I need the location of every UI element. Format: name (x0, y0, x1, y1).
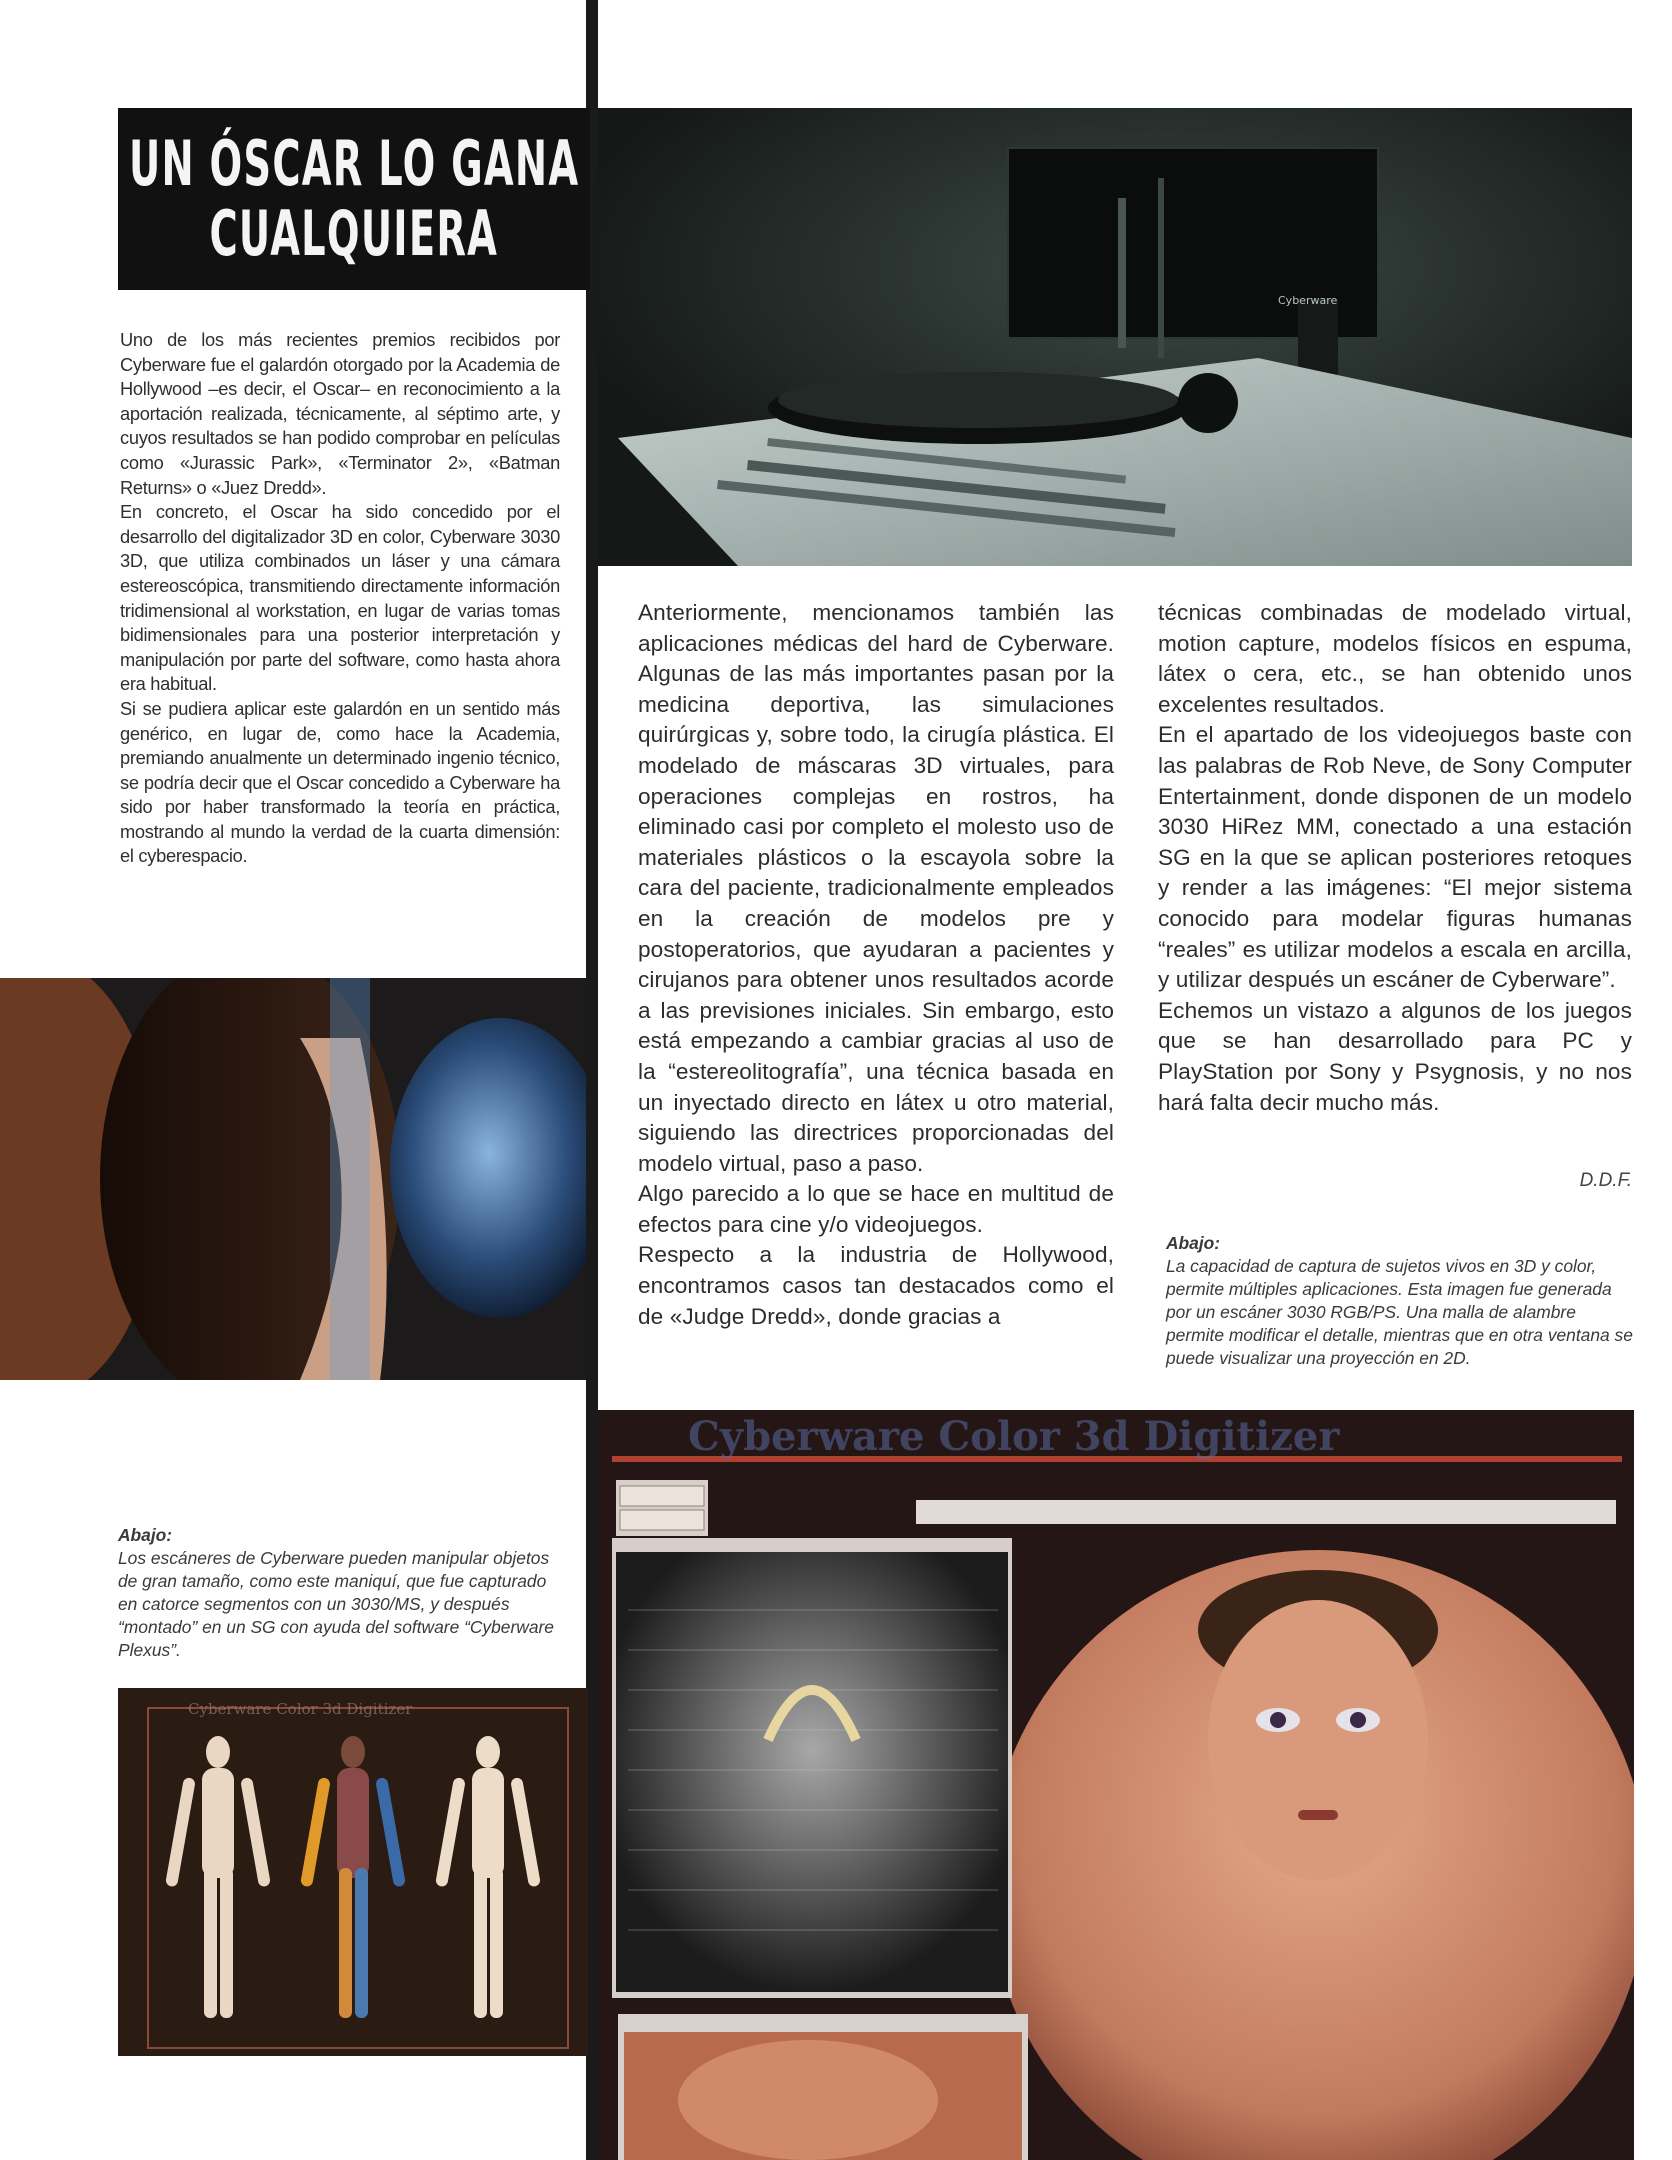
column-paragraph: Algo parecido a lo que se hace en multitud de efectos para cine y/o videojuegos. (638, 1181, 1114, 1237)
column-paragraph: técnicas combinadas de modelado virtual, motion capture, modelos físicos en espuma, látex o cera, etc., se han obtenido unos excelentes resultados. (1158, 600, 1632, 717)
intro-text (120, 328, 560, 869)
scanner-illustration (598, 108, 1632, 566)
caption-text: Los escáneres de Cyberware pueden manipular objetos de gran tamaño, como este maniquí, que fue capturado en catorce segmentos con un 3030/MS, y después “montado” en un SG con ayuda del software “Cyberware Plexus”. (118, 1548, 554, 1660)
digitizer-window-title: Cyberware Color 3d Digitizer (688, 1413, 1340, 1460)
scanner-photo (598, 108, 1632, 566)
faces-illustration (0, 978, 586, 1380)
column-paragraph: En el apartado de los videojuegos baste con las palabras de Rob Neve, de Sony Computer Entertainment, donde disponen de un modelo 3030 HiRez MM, conectado a una estación SG en la que se aplican posteriores retoques y render a las imágenes: “El mejor sistema conocido para modelar figuras humanas “reales” es utilizar modelos a escala en arcilla, y utilizar después un escáner de Cyberware”. (1158, 722, 1632, 993)
column-paragraph: Echemos un vistazo a algunos de los juegos que se han desarrollado para PC y PlayStation por Sony y Psygnosis, y no nos hará falta decir mucho más. (1158, 997, 1632, 1115)
intro-paragraph: En concreto, el Oscar ha sido concedido por el desarrollo del digitalizador 3D en color, Cyberware 3030 3D, que utiliza combinados un láser y una cámara estereoscópica, transmitiendo directamente información tridimensional al workstation, en lugar de varias tomas bidimensionales para una posterior interpretación y manipulación por parte del software, como hasta ahora era habitual. (120, 501, 560, 695)
scanner-brand-label: Cyberware (1278, 294, 1338, 307)
digitizer-illustration (598, 1410, 1634, 2160)
intro-paragraph: Uno de los más recientes premios recibidos por Cyberware fue el galardón otorgado por la Academia de Hollywood –es decir, el Oscar– en reconocimiento a la aportación realizada, técnicamente, al séptimo arte, y cuyos resultados se han podido comprobar en películas como «Jurassic Park», «Terminator 2», «Batman Returns» o «Juez Dredd». (120, 329, 560, 498)
caption-left (118, 1524, 560, 1662)
caption-right (1166, 1232, 1636, 1370)
bodies-window-title: Cyberware Color 3d Digitizer (188, 1700, 413, 1718)
headline-line1: UN ÓSCAR LO GANA (128, 127, 580, 200)
caption-heading: Abajo: (1166, 1233, 1221, 1253)
column-paragraph: Respecto a la industria de Hollywood, encontramos casos tan destacados como el de «Judge Dredd», donde gracias a (638, 1242, 1114, 1329)
caption-heading: Abajo: (118, 1525, 173, 1545)
bodies-photo (118, 1688, 588, 2056)
bodies-illustration (118, 1688, 588, 2056)
digitizer-photo (598, 1410, 1634, 2160)
faces-photo (0, 978, 586, 1380)
article-column-right (1158, 598, 1632, 1118)
headline (118, 108, 590, 290)
headline-line2: CUALQUIERA (209, 197, 499, 270)
article-column-middle (638, 598, 1114, 1332)
column-paragraph: Anteriormente, mencionamos también las aplicaciones médicas del hard de Cyberware. Algunas de las más importantes pasan por la medicina deportiva, las simulaciones quirúrgicas y, sobre todo, la cirugía plástica. El modelado de máscaras 3D virtuales, para operaciones complejas en rostros, ha eliminado casi por completo el molesto uso de materiales plásticos o la escayola sobre la cara del paciente, tradicionalmente empleados en la creación de modelos pre y postoperatorios, que ayudaran a pacientes y cirujanos para obtener unos resultados acorde a las previsiones iniciales. Sin embargo, esto está empezando a cambiar gracias al uso de la “estereolitografía”, una técnica basada en un inyectado directo en látex u otro material, siguiendo las directrices proporcionadas del modelo virtual, paso a paso. (638, 600, 1114, 1176)
caption-text: La capacidad de captura de sujetos vivos en 3D y color, permite múltiples aplicaciones. Esta imagen fue generada por un escáner 3030 RGB/PS. Una malla de alambre permite modificar el detalle, mientras que en otra ventana se puede visualizar una proyección en 2D. (1166, 1256, 1633, 1368)
intro-paragraph: Si se pudiera aplicar este galardón en un sentido más genérico, en lugar de, como hace la Academia, premiando anualmente un determinado ingenio técnico, se podría decir que el Oscar concedido a Cyberware ha sido por haber transformado la teoría en práctica, mostrando al mundo la verdad de la cuarta dimensión: el cyberespacio. (120, 697, 560, 867)
author-signature: D.D.F. (1579, 1170, 1632, 1191)
